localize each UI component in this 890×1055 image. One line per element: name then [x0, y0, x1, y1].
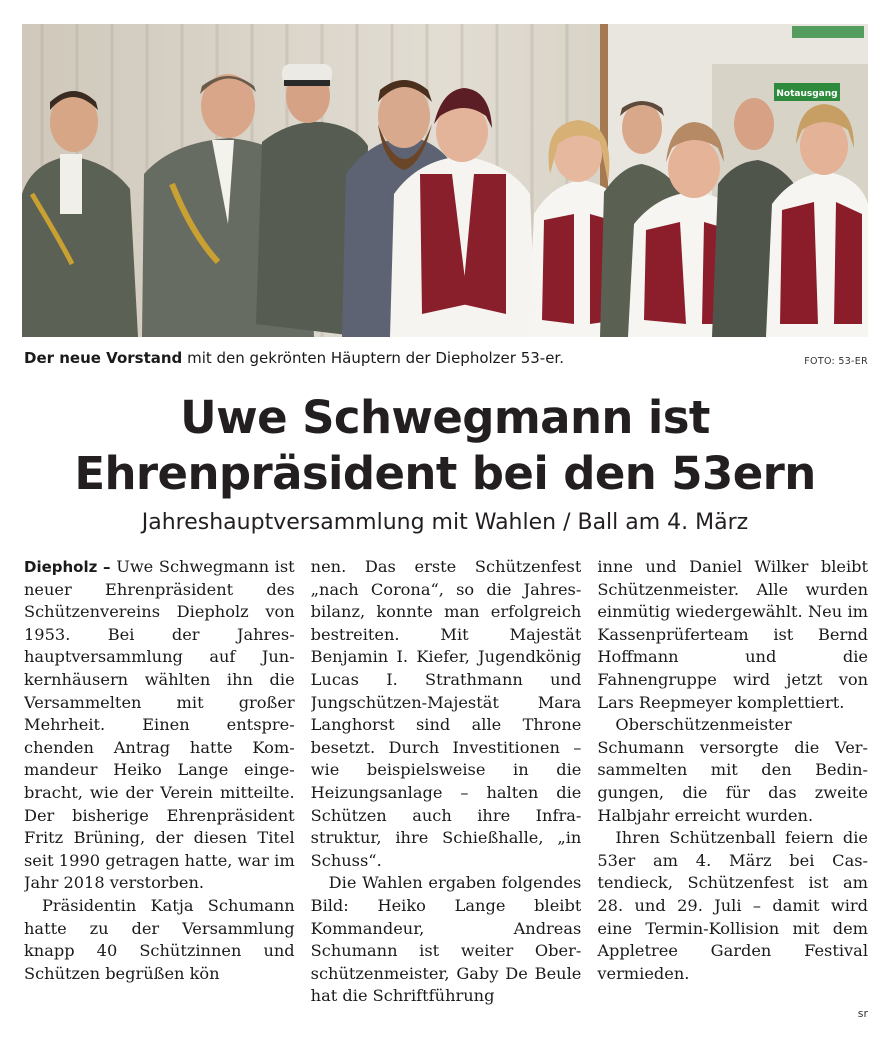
photo-caption	[24, 349, 704, 367]
dateline: Diepholz –	[24, 558, 117, 576]
article-column-3	[597, 556, 868, 1031]
headline-line-2: Ehrenpräsident bei den 53ern	[74, 447, 816, 500]
group-photo	[22, 24, 868, 337]
paragraph: Oberschützenmeister Schumann versorgte die Versammelten mit den Bedingungen, die für das zweite Halbjahr erreicht wurden.	[597, 715, 869, 825]
caption-lead: Der neue Vorstand	[24, 349, 183, 367]
paragraph: Die Wahlen ergaben folgendes Bild: Heiko Lange bleibt Kommandeur, Andreas Schumann ist weiter Oberschützenmeister, Gaby De Beule hat die Schriftführung	[310, 873, 582, 1006]
paragraph: inne und Daniel Wilker bleibt Schützenmeister. Alle wurden einmütig wiedergewählt. Neu im Kassenprüferteam ist Bernd Hoffmann und die Fahnengruppe wird jetzt von Lars Reepmeyer komplettiert.	[597, 557, 869, 712]
subheadline: Jahreshauptversammlung mit Wahlen / Ball am 4. März	[141, 510, 749, 535]
paragraph: Präsidentin Katja Schumann hatte zu der Versammlung knapp 40 Schützinnen und Schützen begrüßen kön	[24, 895, 295, 983]
headline-line-1: Uwe Schwegmann ist	[180, 391, 710, 444]
author-signature: sr	[857, 1007, 868, 1020]
article-body	[24, 556, 868, 1031]
article-column-1	[24, 556, 295, 1031]
paragraph: Ihren Schützenball feiern die 53er am 4. März bei Castendieck, Schützenfest ist am 28. und 29. Juli – damit wird eine Termin-Kollision mit dem Appletree Garden Festival vermieden.	[597, 828, 869, 983]
paragraph-text: Uwe Schwegmann ist neuer Ehrenpräsident des Schützenvereins Diepholz von 1953. Bei der Jahreshauptversammlung auf Junkernhäusern wählten ihn die Versammelten mit großer Mehrheit. Einen entsprechenden Antrag hatte Kommandeur Heiko Lange eingebracht, wie der Verein mitteilte. Der bisherige Ehrenpräsident Fritz Brüning, der diesen Titel seit 1990 getragen hatte, war im Jahr 2018 verstorben.	[24, 557, 295, 893]
group-photo-illustration	[22, 24, 868, 337]
headline	[0, 390, 890, 502]
photo-credit: FOTO: 53-ER	[804, 356, 868, 367]
article-column-2	[311, 556, 582, 1031]
paragraph	[24, 556, 295, 895]
exit-sign-text: Notausgang	[776, 89, 838, 99]
paragraph: nen. Das erste Schützenfest „nach Corona“, so die Jahresbilanz, konnte man erfolgreich bestreiten. Mit Majestät Benjamin I. Kiefer, Jugendkönig Lucas I. Strathmann und Jungschützen-Majestät Mara Langhorst sind alle Throne besetzt. Durch Investitionen – wie beispielsweise in die Heizungsanlage – halten die Schützen auch ihre Infrastruktur, ihre Schießhalle, „in Schuss“.	[310, 557, 582, 870]
caption-text: mit den gekrönten Häuptern der Diepholzer 53-er.	[182, 349, 564, 367]
